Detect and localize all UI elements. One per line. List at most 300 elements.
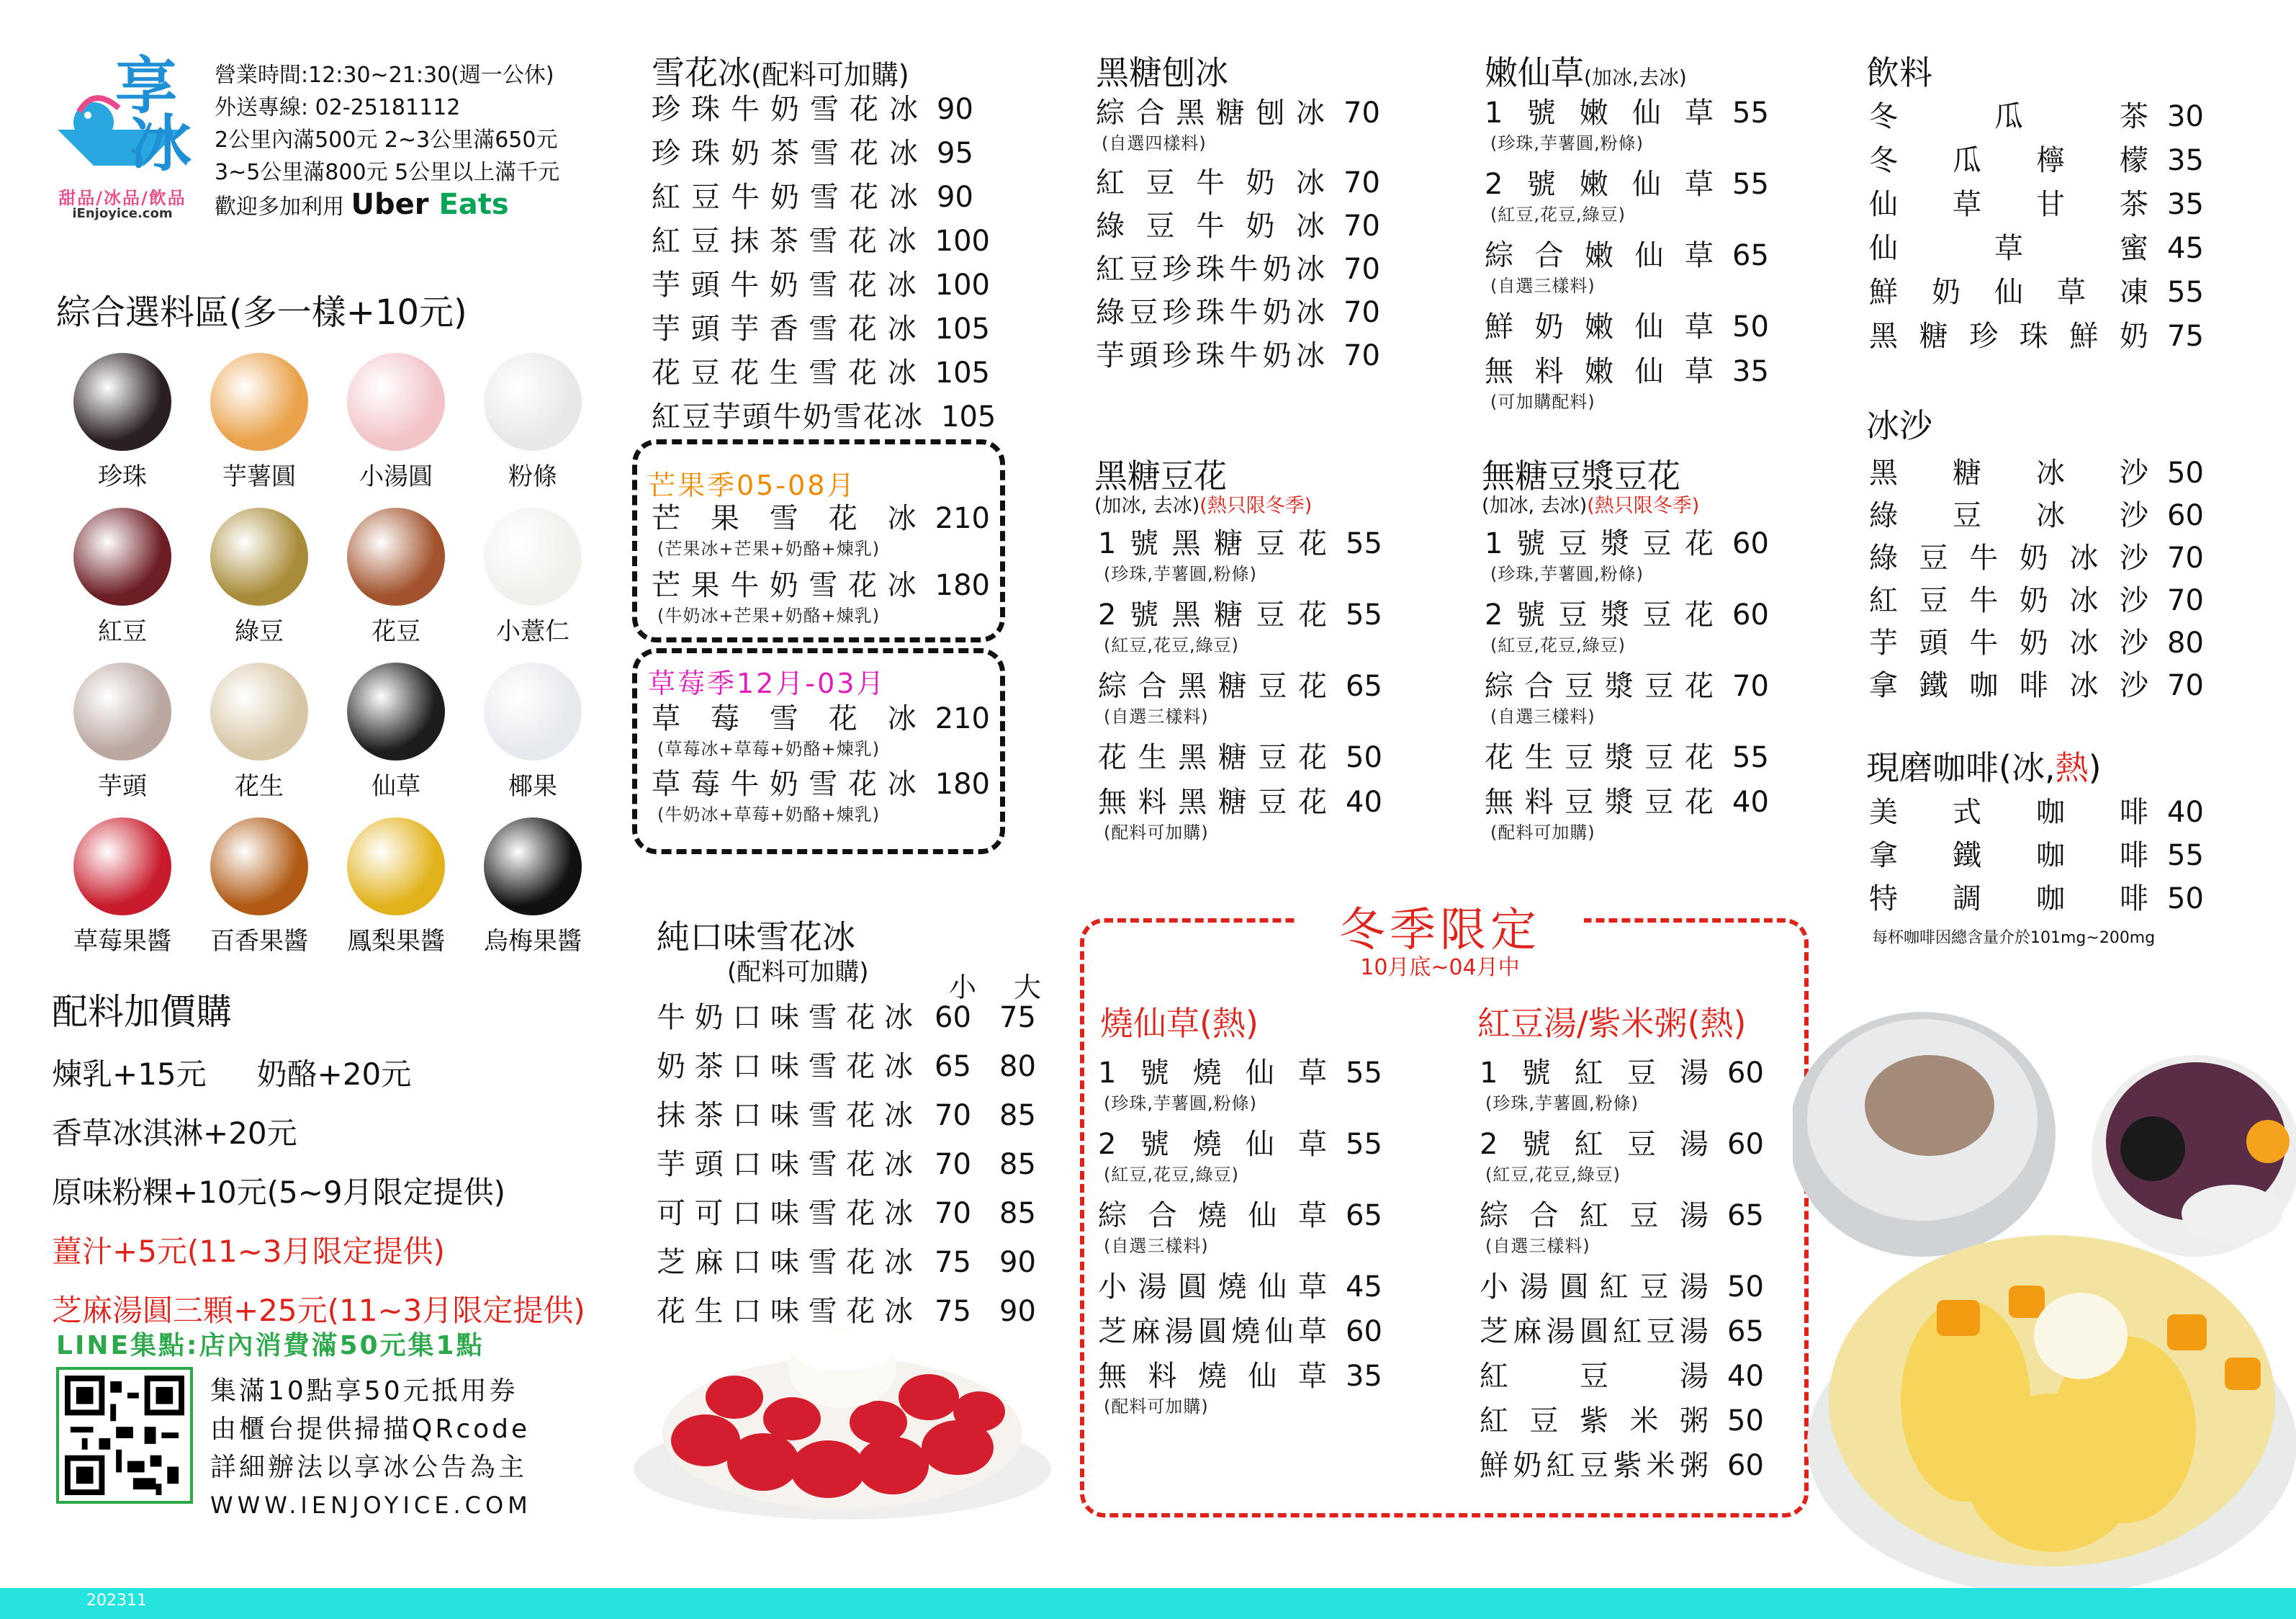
menu-item-price: 45 — [2167, 232, 2204, 265]
menu-item — [1096, 166, 1384, 199]
menu-item — [1480, 1451, 1768, 1480]
addons-title: 配料加價購 — [52, 991, 232, 1033]
menu-item-name: 黑 糖 珍 珠 鮮 奶 — [1869, 320, 2150, 353]
menu-item-price: 60 — [1727, 1449, 1764, 1482]
menu-item — [1869, 884, 2207, 913]
menu-item — [1098, 672, 1386, 727]
menu-item-name: 綠 豆 牛 奶 冰 沙 — [1869, 542, 2150, 575]
menu-item — [1485, 788, 1773, 843]
topping-item — [65, 663, 180, 802]
menu-item-name: 鮮 奶 嫩 仙 草 — [1485, 310, 1715, 344]
menu-item-price: 70 — [2167, 584, 2204, 617]
menu-item-name: 芋 頭 芋 香 雪 花 冰 — [652, 313, 918, 346]
menu-item — [652, 139, 990, 168]
menu-item-name: 草 莓 雪 花 冰 — [652, 702, 918, 735]
topping-photo — [347, 353, 445, 451]
menu-item-name: 芋 頭 口 味 雪 花 冰 — [657, 1148, 914, 1181]
topping-label: 草莓果醬 — [73, 927, 171, 956]
menu-item-price: 60 — [2167, 499, 2204, 532]
menu-item-price: 70 — [1343, 97, 1380, 130]
menu-item — [1098, 1317, 1386, 1346]
menu-item — [1098, 529, 1386, 585]
menu-item — [1869, 544, 2207, 573]
menu-item-name: 冬 瓜 檸 檬 — [1869, 144, 2150, 177]
menu-item-price: 70 — [1343, 210, 1380, 243]
menu-item — [1098, 598, 1386, 656]
topping-item — [65, 817, 180, 956]
menu-item-name: 1 號 紅 豆 湯 — [1480, 1057, 1710, 1090]
menu-item-name: 抹 茶 口 味 雪 花 冰 — [657, 1099, 914, 1132]
price-small: 70 — [935, 1197, 971, 1230]
addon-sesame-ball: 芝麻湯圓三顆+25元(11~3月限定提供) — [52, 1293, 585, 1328]
menu-item-price: 45 — [1346, 1270, 1382, 1304]
drinks-list — [1869, 102, 2207, 366]
menu-item — [652, 183, 990, 212]
soy-tofu-sub: (加冰, 去冰)(熱只限冬季) — [1482, 495, 1700, 517]
uber-eats-logo: Uber Eats — [351, 188, 509, 221]
menu-item-price: 210 — [935, 702, 990, 735]
topping-photo — [210, 663, 308, 761]
menu-item-price: 50 — [2167, 457, 2204, 490]
menu-item-price: 55 — [1346, 598, 1382, 632]
menu-item — [1485, 672, 1773, 727]
addons — [52, 983, 585, 1330]
menu-item-name: 芒 果 雪 花 冰 — [652, 502, 918, 535]
winter-subtitle: 10月底~04月中 — [1360, 955, 1520, 980]
menu-item — [1098, 1130, 1386, 1185]
logo-tagline: 甜品/冰品/飲品 — [58, 188, 186, 208]
menu-item-name: 2 號 嫩 仙 草 — [1485, 168, 1715, 201]
menu-item — [1098, 1059, 1386, 1114]
menu-item-price: 180 — [935, 768, 990, 801]
menu-item-price: 35 — [1732, 355, 1769, 388]
topping-label: 紅豆 — [98, 617, 147, 646]
menu-item — [652, 227, 990, 256]
menu-item-note: (珍珠,芋薯圓,粉條) — [1104, 1093, 1257, 1113]
menu-item-note: (自選三樣料) — [1104, 1236, 1209, 1256]
menu-item-name: 無 料 嫩 仙 草 — [1485, 355, 1715, 388]
menu-item — [1098, 788, 1386, 843]
menu-item — [1485, 99, 1773, 154]
menu-item-name: 綜 合 黑 糖 刨 冰 — [1096, 97, 1326, 130]
menu-item-name: 2 號 燒 仙 草 — [1098, 1128, 1328, 1161]
menu-item-price: 100 — [935, 269, 990, 302]
menu-item — [1480, 1317, 1768, 1346]
menu-item — [1869, 629, 2207, 658]
menu-item — [1098, 1201, 1386, 1257]
menu-item-name: 紅 豆 抹 茶 雪 花 冰 — [652, 225, 918, 258]
price-small: 65 — [935, 1050, 971, 1083]
menu-item — [1480, 1404, 1768, 1438]
menu-item-price: 60 — [1732, 527, 1769, 560]
plain-col-small: 小 — [949, 972, 977, 1003]
menu-item — [1098, 743, 1386, 772]
menu-item — [652, 400, 996, 434]
menu-item-price: 65 — [1727, 1199, 1764, 1232]
menu-item-price: 30 — [2167, 100, 2204, 133]
topping-item — [338, 817, 454, 956]
logo — [50, 43, 192, 223]
topping-label: 花豆 — [372, 617, 420, 646]
menu-item-note: (珍珠,芋薯圓,粉條) — [1485, 1093, 1639, 1113]
website-link[interactable]: WWW.IENJOYICE.COM — [210, 1492, 532, 1519]
menu-item-price: 70 — [1343, 166, 1380, 199]
brown-shave-title: 黑糖刨冰 — [1096, 53, 1228, 92]
menu-item-price: 35 — [1346, 1360, 1382, 1393]
menu-item-price: 40 — [1346, 786, 1382, 819]
strawberry-ice-photo — [626, 1289, 1058, 1527]
topping-photo — [73, 817, 171, 915]
menu-item — [1480, 1362, 1768, 1391]
topping-item — [475, 353, 590, 492]
price-large: 85 — [999, 1197, 1036, 1230]
topping-item — [475, 817, 590, 956]
line-title: LINE集點:店內消費滿50元集1點 — [56, 1331, 485, 1360]
topping-item — [475, 508, 590, 647]
menu-item-price: 35 — [2167, 144, 2204, 177]
red-bean-title: 紅豆湯/紫米粥(熱) — [1477, 1004, 1747, 1043]
drinks-title: 飲料 — [1866, 53, 1932, 92]
grass-title: 嫩仙草(加冰,去冰) — [1485, 53, 1687, 92]
menu-item — [1869, 146, 2207, 175]
topping-photo — [484, 508, 582, 606]
menu-item-price: 75 — [2167, 320, 2204, 353]
menu-item — [652, 271, 990, 300]
menu-item-price: 105 — [941, 400, 996, 434]
menu-item-name: 紅 豆 牛 奶 冰 — [1096, 166, 1326, 199]
topping-label: 百香果醬 — [210, 927, 308, 956]
menu-item-note: (配料可加購) — [1490, 822, 1595, 843]
menu-item-name: 2 號 豆 漿 豆 花 — [1485, 598, 1715, 632]
menu-item-price: 55 — [1732, 97, 1769, 130]
menu-item-name: 花 生 口 味 雪 花 冰 — [657, 1295, 914, 1328]
menu-item — [1869, 586, 2207, 615]
menu-item-price: 55 — [1346, 527, 1382, 560]
topping-label: 綠豆 — [235, 617, 284, 646]
plain-title-sub: (配料可加購) — [727, 958, 869, 987]
menu-item-name: 2 號 黑 糖 豆 花 — [1098, 598, 1328, 632]
coffee-list — [1869, 798, 2207, 928]
menu-item-price: 40 — [2167, 796, 2204, 829]
mango-list — [652, 504, 990, 638]
menu-item-name: 芝 麻 口 味 雪 花 冰 — [657, 1246, 914, 1279]
menu-item — [1480, 1270, 1768, 1304]
menu-item-name: 芋 頭 珍 珠 牛 奶 冰 — [1096, 339, 1326, 372]
winter-title: 冬季限定 — [1296, 893, 1584, 959]
menu-item — [1480, 1130, 1768, 1185]
menu-item-name: 紅 豆 芋 頭 牛 奶 雪 花 冰 — [652, 400, 924, 434]
menu-item — [1485, 529, 1773, 585]
menu-item-name: 小 湯 圓 燒 仙 草 — [1098, 1270, 1328, 1304]
menu-item-price: 65 — [1346, 1199, 1382, 1232]
price-large: 85 — [999, 1099, 1036, 1132]
menu-item-note: (自選三樣料) — [1485, 1236, 1590, 1256]
topping-label: 鳳梨果醬 — [347, 927, 445, 956]
brown-tofu-title: 黑糖豆花 — [1094, 457, 1227, 495]
menu-item-note: (自選三樣料) — [1490, 707, 1595, 727]
menu-item-name: 小 湯 圓 紅 豆 湯 — [1480, 1270, 1710, 1304]
topping-photo — [73, 663, 171, 761]
menu-item-price: 55 — [2167, 276, 2204, 309]
menu-item — [657, 1199, 1045, 1228]
menu-item-price: 70 — [1343, 296, 1380, 329]
menu-item — [1869, 841, 2207, 870]
smoothie-title: 冰沙 — [1866, 406, 1932, 445]
menu-item-name: 芒 果 牛 奶 雪 花 冰 — [652, 569, 918, 602]
menu-item — [1096, 255, 1384, 284]
brown-tofu-sub: (加冰, 去冰)(熱只限冬季) — [1094, 495, 1313, 517]
menu-item — [1485, 241, 1773, 297]
menu-item-note: (紅豆,花豆,綠豆) — [1490, 205, 1626, 225]
menu-item-name: 芋 頭 牛 奶 雪 花 冰 — [652, 269, 918, 302]
price-small: 75 — [935, 1295, 971, 1328]
menu-item-name: 草 莓 牛 奶 雪 花 冰 — [652, 768, 918, 801]
menu-item-price: 55 — [1346, 1128, 1382, 1161]
menu-item — [1869, 322, 2207, 351]
menu-item-note: (自選三樣料) — [1104, 707, 1209, 727]
menu-item — [1485, 310, 1773, 344]
menu-item — [657, 1003, 1045, 1032]
topping-photo — [484, 663, 582, 761]
menu-item — [1485, 357, 1773, 413]
menu-item-price: 50 — [1727, 1404, 1764, 1438]
menu-item-name: 珍 珠 奶 茶 雪 花 冰 — [652, 137, 919, 170]
menu-item — [1869, 459, 2207, 488]
snow-list — [652, 93, 996, 447]
menu-item-price: 65 — [1346, 670, 1382, 703]
topping-item — [338, 353, 454, 492]
menu-item — [1869, 234, 2207, 263]
menu-item-name: 花 生 豆 漿 豆 花 — [1485, 741, 1715, 774]
menu-item-name: 牛 奶 口 味 雪 花 冰 — [657, 1001, 914, 1034]
menu-item-price: 210 — [935, 502, 990, 535]
menu-item — [657, 1150, 1045, 1179]
menu-item-price: 60 — [1732, 598, 1769, 632]
topping-photo — [484, 353, 582, 451]
menu-item-name: 綠 豆 珍 珠 牛 奶 冰 — [1096, 296, 1326, 329]
menu-item — [657, 1052, 1045, 1081]
menu-item-name: 1 號 嫩 仙 草 — [1485, 97, 1715, 130]
menu-item-price: 105 — [935, 313, 990, 346]
menu-item-note: (配料可加購) — [1104, 1396, 1209, 1417]
menu-item — [1869, 102, 2207, 131]
menu-item-name: 芝 麻 湯 圓 燒 仙 草 — [1098, 1315, 1328, 1348]
topping-label: 椰果 — [508, 772, 557, 801]
soy-tofu-title: 無糖豆漿豆花 — [1482, 457, 1680, 495]
topping-photo — [347, 508, 445, 606]
menu-item — [652, 504, 990, 560]
smoothie-list — [1869, 459, 2207, 714]
menu-item — [1869, 190, 2207, 219]
red-bean-list — [1480, 1059, 1768, 1496]
menu-item — [1098, 1362, 1386, 1417]
menu-item-price: 55 — [2167, 839, 2204, 872]
menu-item-note: (紅豆,花豆,綠豆) — [1485, 1165, 1621, 1185]
menu-item-note: (自選四樣料) — [1102, 133, 1207, 153]
qr-code-icon — [65, 1376, 184, 1495]
grass-list — [1485, 99, 1773, 429]
menu-item-name: 綜 合 嫩 仙 草 — [1485, 239, 1715, 272]
menu-item-name: 1 號 豆 漿 豆 花 — [1485, 527, 1715, 560]
menu-item-name: 仙 草 甘 茶 — [1869, 188, 2150, 221]
topping-item — [202, 353, 317, 492]
hot-grass-list — [1098, 1059, 1386, 1433]
menu-item-note: (牛奶冰+草莓+奶酪+煉乳) — [657, 804, 881, 825]
menu-item-note: (珍珠,芋薯圓,粉條) — [1490, 133, 1644, 153]
addon-panna-cotta: 奶酪+20元 — [256, 1057, 412, 1092]
menu-item-price: 100 — [935, 225, 990, 258]
menu-item-name: 仙 草 蜜 — [1869, 232, 2150, 265]
snow-title: 雪花冰(配料可加購) — [652, 53, 909, 92]
topping-label: 芋頭 — [98, 772, 147, 801]
menu-item — [652, 356, 990, 390]
menu-item-price: 70 — [1732, 670, 1769, 703]
footer-code: 202311 — [86, 1592, 147, 1610]
coffee-title: 現磨咖啡(冰,熱) — [1866, 748, 2102, 787]
soy-tofu-list — [1485, 529, 1773, 859]
menu-item-name: 綜 合 豆 漿 豆 花 — [1485, 670, 1715, 703]
menu-item-price: 50 — [2167, 882, 2204, 915]
menu-item — [1096, 212, 1384, 241]
plain-title: 純口味雪花冰 — [657, 918, 855, 956]
menu-item — [1869, 671, 2207, 700]
price-large: 80 — [999, 1050, 1036, 1083]
menu-item-name: 特 調 咖 啡 — [1869, 882, 2150, 915]
logo-char-2: 冰 — [130, 108, 192, 180]
price-small: 70 — [935, 1148, 971, 1181]
menu-item-price: 55 — [1346, 1057, 1382, 1090]
menu-item-name: 紅 豆 牛 奶 冰 沙 — [1869, 584, 2150, 617]
menu-item — [657, 1101, 1045, 1130]
menu-item-price: 60 — [1346, 1315, 1382, 1348]
menu-item — [652, 704, 990, 760]
menu-item — [1096, 99, 1384, 154]
toppings-title: 綜合選料區(多一樣+10元) — [56, 292, 467, 333]
menu-item-name: 芝 麻 湯 圓 紅 豆 湯 — [1480, 1315, 1710, 1348]
topping-photo — [347, 817, 445, 915]
menu-item-price: 55 — [1732, 741, 1769, 774]
menu-item-price: 105 — [935, 356, 990, 390]
addon-ice-cream: 香草冰淇淋+20元 — [52, 1116, 297, 1151]
menu-item-name: 紅 豆 牛 奶 雪 花 冰 — [652, 181, 919, 214]
menu-item-price: 70 — [1343, 339, 1380, 372]
menu-item-price: 65 — [1727, 1315, 1764, 1348]
menu-item-name: 綠 豆 冰 沙 — [1869, 499, 2150, 532]
shop-info — [215, 59, 559, 223]
menu-item-note: (紅豆,花豆,綠豆) — [1490, 635, 1626, 655]
menu-item-name: 紅 豆 珍 珠 牛 奶 冰 — [1096, 253, 1326, 286]
menu-item-note: (紅豆,花豆,綠豆) — [1104, 1165, 1239, 1185]
menu-item-name: 綜 合 黑 糖 豆 花 — [1098, 670, 1328, 703]
menu-item-name: 拿 鐵 咖 啡 冰 沙 — [1869, 669, 2150, 702]
line-details: 集滿10點享50元抵用券 由櫃台提供掃描QRcode 詳細辦法以享冰公告為主 WWW.IENJOYICE.COM — [210, 1372, 532, 1525]
dessert-photo — [1793, 997, 2296, 1588]
price-large: 85 — [999, 1148, 1036, 1181]
menu-item — [652, 571, 990, 627]
qr-code[interactable] — [56, 1367, 193, 1504]
menu-item-price: 90 — [937, 181, 973, 214]
menu-item-name: 美 式 咖 啡 — [1869, 796, 2150, 829]
delivery-phone: 外送專線: 02-25181112 — [215, 95, 461, 120]
topping-photo — [484, 817, 582, 915]
addon-ginger: 薑汁+5元(11~3月限定提供) — [52, 1234, 446, 1269]
menu-item-price: 60 — [1727, 1057, 1764, 1090]
topping-photo — [210, 353, 308, 451]
menu-item-name: 冬 瓜 茶 — [1869, 100, 2150, 133]
menu-item-price: 80 — [2167, 627, 2204, 660]
mango-title: 芒果季05-08月 — [648, 470, 857, 501]
menu-item — [1098, 1270, 1386, 1304]
menu-item-name: 可 可 口 味 雪 花 冰 — [657, 1197, 914, 1230]
addon-condensed-milk: 煉乳+15元 — [52, 1057, 207, 1092]
strawberry-title: 草莓季12月-03月 — [648, 668, 886, 699]
menu-item-name: 拿 鐵 咖 啡 — [1869, 839, 2150, 872]
menu-item-note: (牛奶冰+芒果+奶酪+煉乳) — [657, 606, 881, 626]
menu-item-name: 綜 合 燒 仙 草 — [1098, 1199, 1328, 1232]
menu-item-note: (珍珠,芋薯圓,粉條) — [1490, 564, 1644, 584]
menu-item — [1096, 341, 1384, 370]
menu-item-note: (芒果冰+芒果+奶酪+煉乳) — [657, 539, 881, 559]
menu-item-name: 無 料 豆 漿 豆 花 — [1485, 786, 1715, 819]
menu-item — [652, 315, 990, 344]
menu-item-price: 60 — [1727, 1128, 1764, 1161]
plain-col-large: 大 — [1014, 972, 1042, 1003]
price-large: 90 — [999, 1246, 1036, 1279]
menu-item — [652, 95, 990, 124]
strawberry-list — [652, 704, 990, 835]
topping-label: 小湯圓 — [359, 462, 433, 491]
menu-item-price: 70 — [2167, 542, 2204, 575]
menu-item-name: 珍 珠 牛 奶 雪 花 冰 — [652, 93, 919, 126]
topping-item — [202, 663, 317, 802]
topping-label: 小薏仁 — [496, 617, 570, 646]
topping-item — [65, 508, 180, 647]
topping-photo — [210, 817, 308, 915]
topping-label: 花生 — [235, 772, 284, 801]
topping-label: 珍珠 — [98, 462, 147, 491]
menu-item-price: 40 — [1727, 1360, 1764, 1393]
menu-item-note: (珍珠,芋薯圓,粉條) — [1104, 564, 1257, 584]
topping-photo — [347, 663, 445, 761]
brown-tofu-list — [1098, 529, 1386, 859]
menu-item-name: 鮮 奶 仙 草 凍 — [1869, 276, 2150, 309]
topping-label: 仙草 — [372, 772, 420, 801]
logo-site: iEnjoyice.com — [72, 206, 173, 221]
menu-item-price: 70 — [1343, 253, 1380, 286]
menu-item — [1480, 1201, 1768, 1257]
menu-item — [1869, 798, 2207, 827]
menu-item-price: 90 — [937, 93, 973, 126]
menu-item-name: 綜 合 紅 豆 湯 — [1480, 1199, 1710, 1232]
menu-item-name: 綠 豆 牛 奶 冰 — [1096, 210, 1326, 243]
delivery-range-2: 3~5公里滿800元 5公里以上滿千元 — [215, 160, 560, 185]
menu-item-note: (自選三樣料) — [1490, 276, 1595, 296]
uber-eats: 歡迎多加利用 Uber Eats — [215, 188, 509, 221]
price-large: 90 — [999, 1295, 1036, 1328]
hot-grass-title: 燒仙草(熱) — [1100, 1004, 1259, 1043]
menu-item-note: (紅豆,花豆,綠豆) — [1104, 635, 1239, 655]
topping-item — [202, 817, 317, 956]
menu-item-note: (配料可加購) — [1104, 822, 1209, 843]
menu-item-name: 鮮 奶 紅 豆 紫 米 粥 — [1480, 1449, 1710, 1482]
addon-rice-jelly: 原味粉粿+10元(5~9月限定提供) — [52, 1175, 506, 1210]
menu-item-name: 奶 茶 口 味 雪 花 冰 — [657, 1050, 914, 1083]
menu-item-name: 花 豆 花 生 雪 花 冰 — [652, 356, 918, 390]
menu-item-name: 紅 豆 湯 — [1480, 1360, 1710, 1393]
menu-item — [1869, 501, 2207, 530]
topping-item — [65, 353, 180, 492]
hours: 營業時間:12:30~21:30(週一公休) — [215, 63, 554, 88]
